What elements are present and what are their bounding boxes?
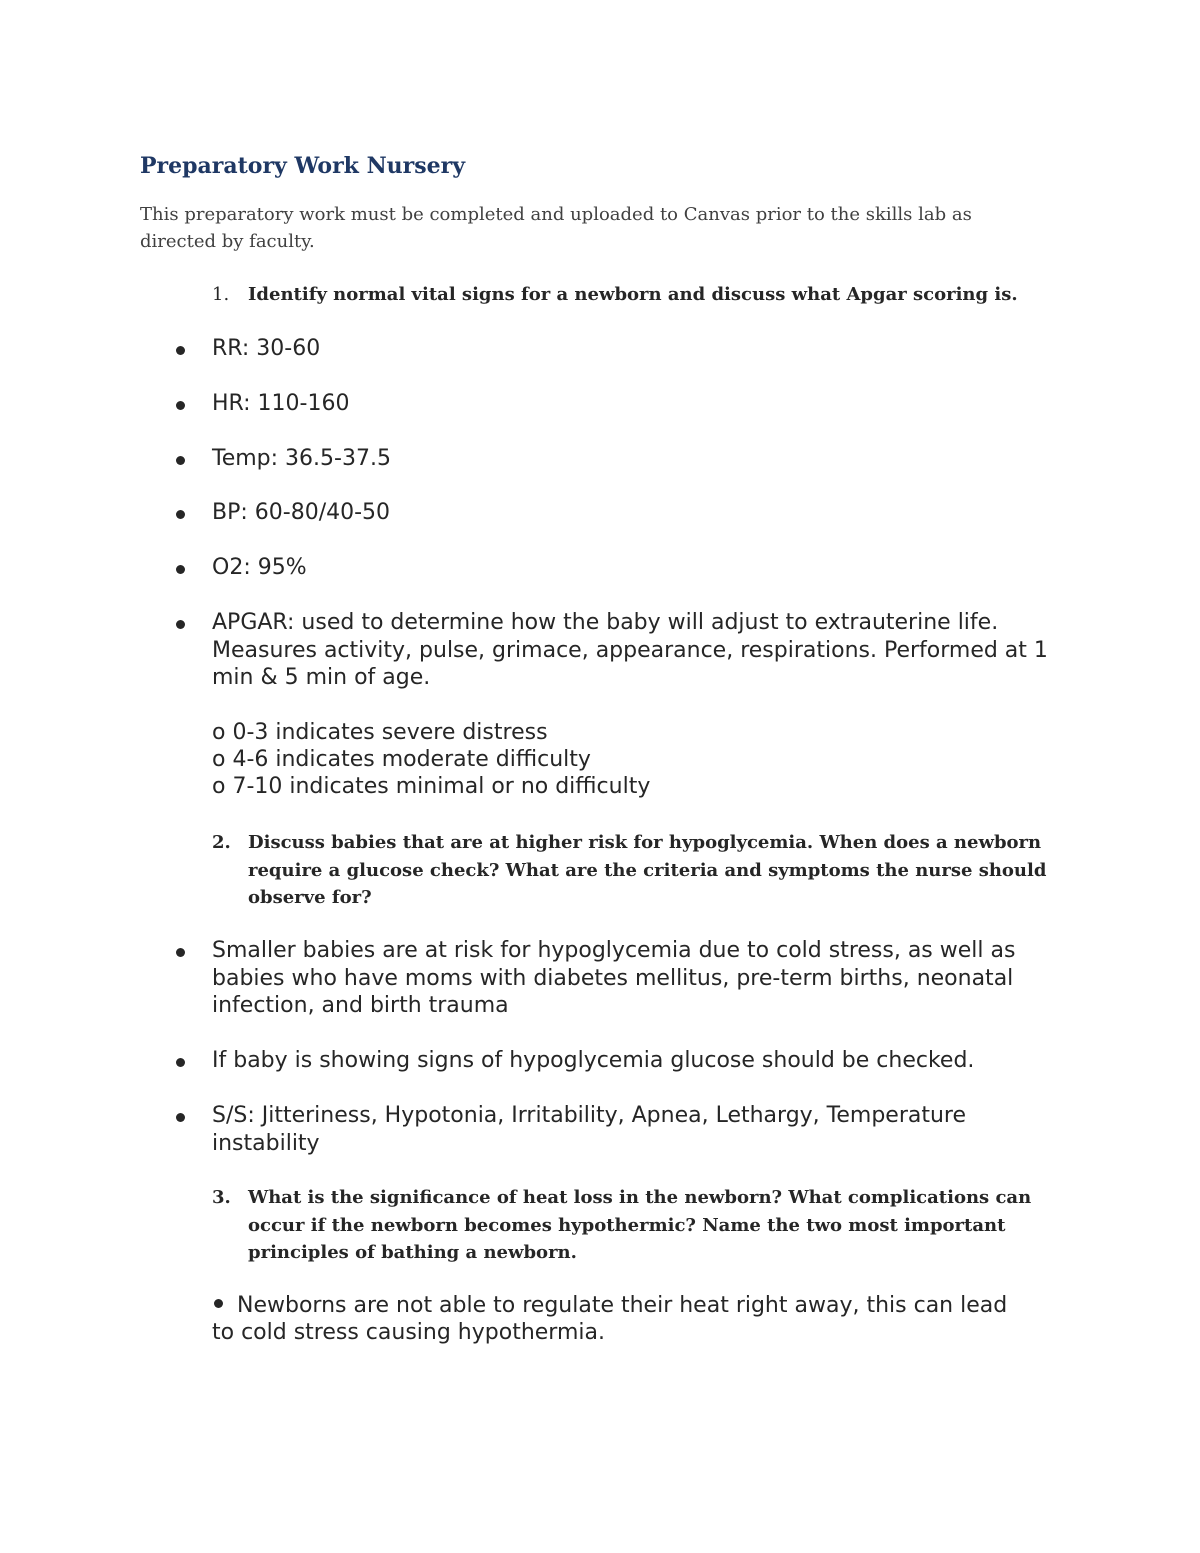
list-item-text: HR: 110-160 [212, 391, 350, 416]
intro-paragraph: This preparatory work must be completed and uploaded to Canvas prior to the skills lab as directed by faculty. [140, 204, 972, 252]
question-text: Discuss babies that are at higher risk for hypoglycemia. When does a newborn require a glucose check? What are the criteria and symptoms the nurse should observe for? [248, 832, 1047, 908]
list-item [212, 1292, 1032, 1346]
question-number: 2. [212, 832, 231, 853]
list-item [212, 499, 1072, 527]
question-text: What is the significance of heat loss in the newborn? What complications can occur if the newborn becomes hypothermic? Name the two most important principles of bathing a newborn. [248, 1187, 1032, 1263]
bullet-icon [176, 948, 185, 957]
question-2 [212, 829, 1052, 912]
list-item [212, 335, 1072, 363]
list-item-text: Newborns are not able to regulate their heat right away, this can lead to cold stress causing hypothermia. [212, 1293, 1008, 1345]
list-item-text: Smaller babies are at risk for hypoglycemia due to cold stress, as well as babies who have moms with diabetes mellitus, pre-term births, neonatal infection, and birth trauma [212, 938, 1016, 1018]
bullet-icon [176, 565, 185, 574]
question-text: Identify normal vital signs for a newborn and discuss what Apgar scoring is. [248, 284, 1018, 305]
bullet-icon [176, 620, 185, 629]
list-item [212, 1102, 1032, 1157]
list-item [212, 445, 1072, 473]
bullet-icon [176, 510, 185, 519]
list-item [212, 937, 1052, 1020]
question-1 [212, 281, 1072, 309]
bullet-icon [176, 346, 185, 355]
bullet-icon [176, 1113, 185, 1122]
list-item [212, 1047, 1072, 1075]
list-item-text: BP: 60-80/40-50 [212, 500, 391, 525]
list-item-text: RR: 30-60 [212, 336, 321, 361]
list-item-text: APGAR: used to determine how the baby will adjust to extrauterine life. Measures activity, pulse, grimace, appearance, respirations. Performed at 1 min & 5 min of age. [212, 610, 1048, 690]
question-number: 1. [212, 284, 230, 305]
list-item-text: S/S: Jitteriness, Hypotonia, Irritability, Apnea, Lethargy, Temperature instability [212, 1103, 967, 1156]
bullet-icon [176, 1058, 185, 1067]
sub-list-item: o 4-6 indicates moderate difficulty [212, 747, 591, 772]
question-number: 3. [212, 1187, 231, 1208]
bullet-icon [176, 456, 185, 465]
list-item [212, 554, 1072, 582]
list-item-text: Temp: 36.5-37.5 [212, 446, 391, 471]
list-item [212, 609, 1062, 692]
bullet-icon [214, 1299, 223, 1308]
bullet-icon [176, 401, 185, 410]
sub-list-item: o 7-10 indicates minimal or no difficulty [212, 774, 651, 799]
list-item-text: O2: 95% [212, 555, 307, 580]
list-item-text: If baby is showing signs of hypoglycemia glucose should be checked. [212, 1048, 975, 1073]
sub-list-item: o 0-3 indicates severe distress [212, 720, 548, 745]
question-3 [212, 1184, 1032, 1267]
document-title: Preparatory Work Nursery [140, 153, 466, 179]
list-item [212, 390, 1072, 418]
apgar-score-ranges [212, 719, 1072, 800]
